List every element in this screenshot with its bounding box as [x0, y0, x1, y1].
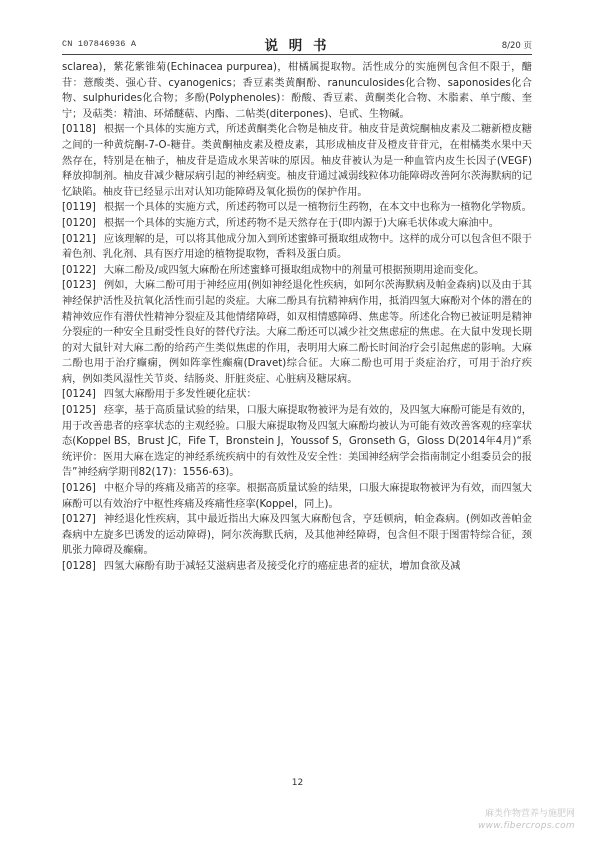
paragraph-number: [0119] [62, 202, 96, 214]
paragraph-number: [0122] [62, 264, 96, 276]
watermark-url: www.fibercrops.com [477, 821, 575, 831]
paragraph-text: 根据一个具体的实施方式，所述黄酮类化合物是柚皮苷。柚皮苷是黄烷酮柚皮素及二糖新橙皮糖之间的一种黄烷酮-7-O-糖苷。类黄酮柚皮素及橙皮素，其形成柚皮苷及橙皮苷苷元，在柑橘类水果中天然存在，特别是在柚子，柚皮苷是造成水果苦味的原因。柚皮苷被认为是一种血管内皮生长因子(VEGF)释放抑制剂。柚皮苷减少糖尿病引起的神经病变。柚皮苷通过减弱线粒体功能障碍改善阿尔茨海默病的记忆缺陷。柚皮苷已经显示出对认知功能障碍及氧化损伤的保护作用。 [62, 124, 532, 198]
watermark-title: 麻类作物营养与施肥网 [484, 809, 575, 819]
page-number: 12 [291, 778, 304, 788]
paragraph-number: [0124] [62, 389, 96, 401]
paragraph-number: [0120] [62, 217, 96, 229]
paragraph-text: 中枢介导的疼痛及痛苦的痉挛。根据高质量试验的结果，口服大麻提取物被评为有效，而四氢大麻酚可以有效治疗中枢性疼痛及疼痛性痉挛(Koppel，同上)。 [62, 483, 532, 510]
paragraph-text: 大麻二酚及/或四氢大麻酚在所述蜜蜂可摄取组成物中的剂量可根据预期用途而变化。 [103, 264, 485, 276]
document-body [62, 60, 532, 575]
paragraph-text: 根据一个具体的实施方式，所述药物可以是一植物衍生药物，在本文中也称为一植物化学物质。 [103, 202, 532, 214]
paragraph-text: 根据一个具体的实施方式，所述药物不是天然存在于(即内源于)大麻毛状体或大麻油中。 [103, 217, 499, 229]
paragraph-0128 [62, 559, 532, 575]
paragraph-0124 [62, 387, 532, 403]
paragraph-text: 痉挛，基于高质量试验的结果，口服大麻提取物被评为是有效的，及四氢大麻酚可能是有效的，用于改善患者的痉挛状态的主观经验。口服大麻提取物及四氢大麻酚均被认为可能有效改善客观的痉挛状态(Koppel BS，Brust JC，Fife T，Bronstein J，Youssof S，Gronseth G，Gloss D(2014年4月)“系统评价：医用大麻在选定的神经系统疾病中的有效性及安全性：美国神经病学会指南制定小组委员会的报告”神经病学期刊82(17)：1556-63)。 [62, 405, 532, 479]
paragraph-0126 [62, 481, 532, 512]
paragraph-text: 应该理解的是，可以将其他成分加入到所述蜜蜂可摄取组成物中。这样的成分可以包含但不限于着色剂、乳化剂、具有医疗用途的植物提取物，香料及蛋白质。 [62, 233, 532, 261]
page-info: 8/20 页 [501, 41, 532, 51]
watermark [478, 808, 575, 832]
paragraph-number: [0118] [62, 124, 96, 136]
paragraph-number: [0128] [62, 561, 96, 572]
paragraph-number: [0121] [62, 233, 96, 245]
intro-paragraph: sclarea)，紫花紫锥菊(Echinacea purpurea)，柑橘属提取物。活性成分的实施例包含但不限于，醣苷：薏酸类、强心苷、cyanogenics；香豆素类黄酮酚、ranunculosides化合物、saponosides化合物、sulphurides化合物；多酚(Polyphenoles)：酚酸、香豆素、黄酮类化合物、木脂素、单宁酸、奎宁；及萜类：精油、环烯醚萜、内酯、二帖类(diterpones)、皂甙、生物碱。 [62, 62, 532, 120]
paragraph-text: 神经退化性疾病，其中最近指出大麻及四氢大麻酚包含，亨廷顿病，帕金森病。(例如改善帕金森病中左旋多巴诱发的运动障碍)，阿尔茨海默氏病，及其他神经障碍，包含但不限于图雷特综合征，颈肌张力障碍及癫痫。 [62, 514, 532, 557]
paragraph-0119 [62, 200, 532, 216]
paragraph-0122 [62, 263, 532, 279]
header-rule [62, 54, 532, 55]
paragraph-text: 例如，大麻二酚可用于神经应用(例如神经退化性疾病，如阿尔茨海默病及帕金森病)以及由于其神经保护活性及抗氧化活性而引起的炎症。大麻二酚具有抗精神病作用，抵消四氢大麻酚对个体的潜在的精神效应作有潜伏性精神分裂症及其他情绪障碍，如双相情感障碍、焦虑等。所述化合物已被证明是精神分裂症的一种安全且耐受性良好的替代疗法。大麻二酚还可以减少社交焦虑症的焦虑。在大鼠中发现长期的对大鼠针对大麻二酚的给药产生类似焦虑的作用，表明用大麻二酚长时间治疗会引起焦虑的影响。大麻二酚也用于治疗癫痫，例如阵挛性癫痫(Dravet)综合征。大麻二酚也可用于炎症治疗，可用于治疗疾病，例如类风湿性关节炎、结肠炎、肝脏炎症、心脏病及糖尿病。 [62, 280, 532, 385]
page-header [62, 34, 532, 54]
publication-number: CN 107846936 A [62, 39, 137, 49]
paragraph-number: [0126] [62, 483, 96, 495]
paragraph-number: [0125] [62, 405, 96, 417]
paragraph-0121 [62, 232, 532, 263]
paragraph-0125 [62, 403, 532, 481]
paragraph-number: [0123] [62, 280, 96, 292]
paragraph-text: 四氢大麻酚有助于减轻艾滋病患者及接受化疗的癌症患者的症状，增加食欲及减 [103, 561, 461, 572]
paragraph-0118 [62, 122, 532, 200]
document-title: 说 明 书 [264, 38, 330, 54]
paragraph-0123 [62, 278, 532, 387]
paragraph-0127 [62, 512, 532, 559]
paragraph-number: [0127] [62, 514, 96, 526]
paragraph-text: 四氢大麻酚用于多发性硬化症状： [103, 389, 257, 401]
paragraph-0120 [62, 216, 532, 232]
